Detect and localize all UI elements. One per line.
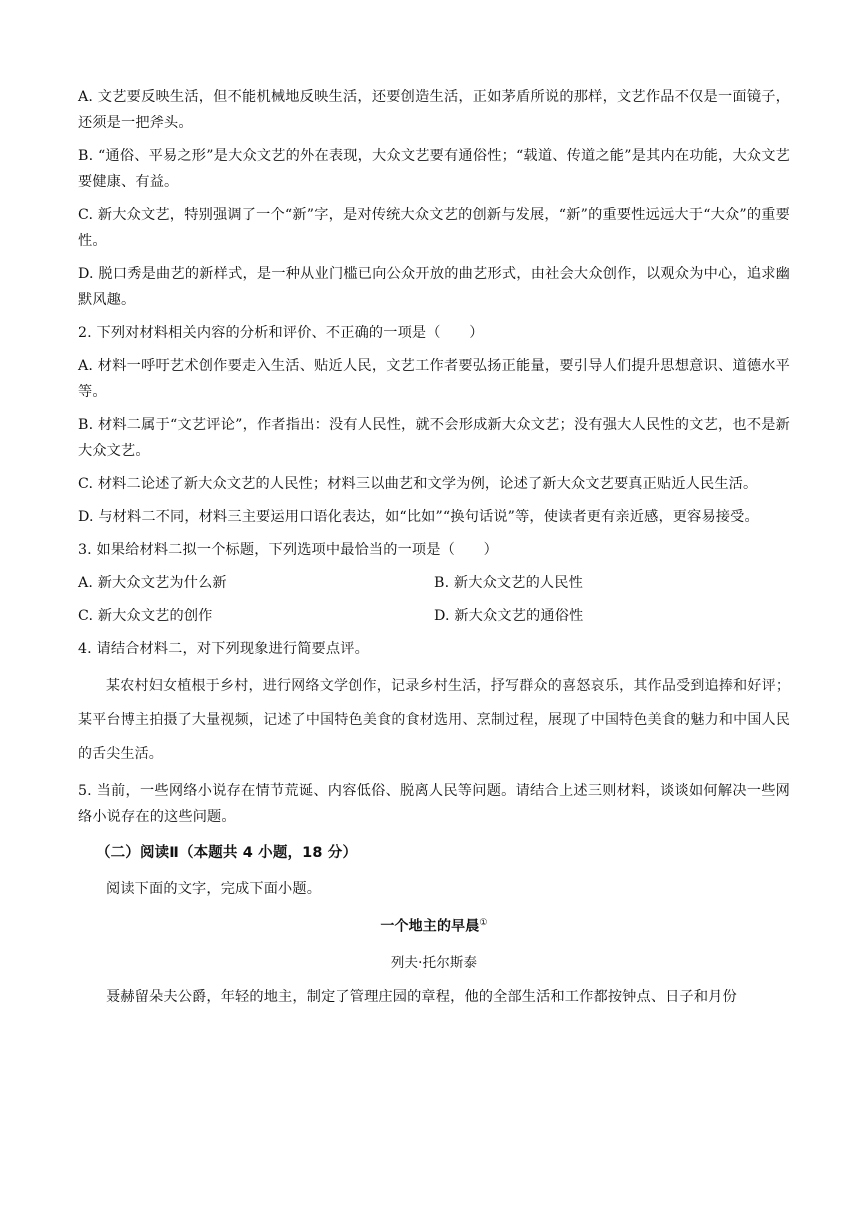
q1-option-c: C. 新大众文艺，特别强调了一个“新”字，是对传统大众文艺的创新与发展，“新”的重要性远远大于“大众”的重要性。 [78, 207, 790, 249]
story-title [78, 910, 790, 940]
q3-option-d: D. 新大众文艺的通俗性 [434, 608, 584, 624]
story-first-line: 聂赫留朵夫公爵，年轻的地主，制定了管理庄园的章程，他的全部生活和工作都按钟点、日子和月份 [106, 988, 737, 1005]
q1-option-b: B. “通俗、平易之形”是大众文艺的外在表现，大众文艺要有通俗性；“载道、传道之能”是其内在功能，大众文艺要健康、有益。 [78, 148, 790, 190]
q5-stem: 5. 当前，一些网络小说存在情节荒诞、内容低俗、脱离人民等问题。请结合上述三则材料，谈谈如何解决一些网络小说存在的这些问题。 [78, 783, 790, 825]
reading-instruction: 阅读下面的文字，完成下面小题。 [106, 881, 322, 897]
q3-option-a: A. 新大众文艺为什么新 [78, 575, 227, 591]
q2-option-a: A. 材料一呼吁艺术创作要走入生活、贴近人民，文艺工作者要弘扬正能量，要引导人们提升思想意识、道德水平等。 [78, 358, 790, 400]
q2-option-b: B. 材料二属于“文艺评论”，作者指出：没有人民性，就不会形成新大众文艺；没有强大人民性的文艺，也不是新大众文艺。 [78, 417, 790, 459]
page-content [78, 84, 790, 1010]
q2-stem: 2. 下列对材料相关内容的分析和评价、不正确的一项是（ ） [78, 325, 484, 341]
section-heading: （二）阅读Ⅱ（本题共 4 小题，18 分） [96, 845, 358, 861]
q4-material: 某农村妇女植根于乡村，进行网络文学创作，记录乡村生活，抒写群众的喜怒哀乐，其作品受到追捧和好评；某平台博主拍摄了大量视频，记述了中国特色美食的食材选用、烹制过程，展现了中国特色美食的魅力和中国人民的舌尖生活。 [78, 678, 790, 762]
story-title-text: 一个地主的早晨 [380, 918, 480, 935]
q3-stem: 3. 如果给材料二拟一个标题，下列选项中最恰当的一项是（ ） [78, 542, 498, 558]
q3-options-row-2 [78, 603, 790, 629]
q2-option-c: C. 材料二论述了新大众文艺的人民性；材料三以曲艺和文学为例，论述了新大众文艺要真正贴近人民生活。 [78, 476, 758, 492]
q3-options-row-1 [78, 570, 790, 596]
q3-option-b: B. 新大众文艺的人民性 [434, 575, 583, 591]
q1-option-d: D. 脱口秀是曲艺的新样式，是一种从业门槛已向公众开放的曲艺形式，由社会大众创作，以观众为中心，追求幽默风趣。 [78, 266, 790, 308]
q1-option-a: A. 文艺要反映生活，但不能机械地反映生活，还要创造生活，正如茅盾所说的那样，文艺作品不仅是一面镜子，还须是一把斧头。 [78, 89, 790, 131]
story-author: 列夫·托尔斯泰 [390, 954, 478, 971]
q3-option-c: C. 新大众文艺的创作 [78, 608, 213, 624]
footnote-mark: ① [479, 918, 488, 928]
q2-option-d: D. 与材料二不同，材料三主要运用口语化表达，如“比如”“换句话说”等，使读者更有亲近感，更容易接受。 [78, 509, 759, 525]
q4-stem: 4. 请结合材料二，对下列现象进行简要点评。 [78, 641, 369, 657]
